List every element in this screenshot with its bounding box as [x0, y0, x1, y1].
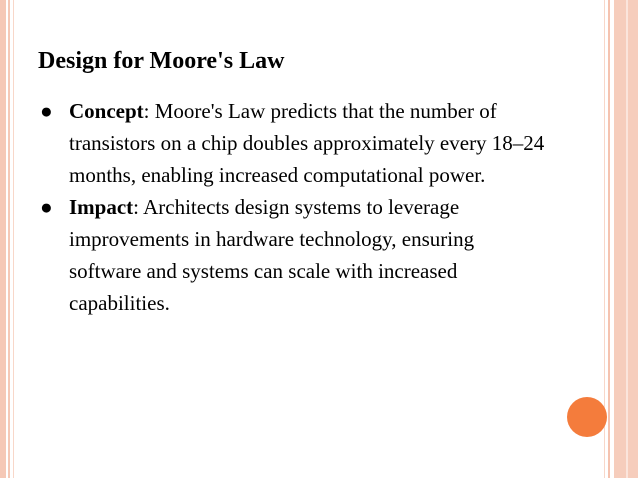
- right-border-line: [608, 0, 610, 478]
- bullet-text: : Moore's Law predicts that the number of transistors on a chip doubles approximately every 18–24 months, enabling increased computational power.: [69, 99, 545, 187]
- left-border-line: [8, 0, 10, 478]
- bullet-dot-icon: ●: [40, 195, 53, 219]
- bullet-term: Impact: [69, 195, 134, 219]
- bullet-list: [40, 95, 550, 319]
- bullet-dot-icon: ●: [40, 99, 53, 123]
- slide-title: Design for Moore's Law: [38, 48, 285, 74]
- left-border-thin-line: [13, 0, 14, 478]
- orange-circle-decoration: [567, 397, 607, 437]
- bullet-term: Concept: [69, 99, 144, 123]
- left-border-decoration: [0, 0, 6, 478]
- bullet-item-concept: [40, 95, 550, 191]
- right-border-stripe: [626, 0, 628, 478]
- bullet-text: : Architects design systems to leverage improvements in hardware technology, ensuring software and systems can scale with increased capabilities.: [69, 195, 475, 315]
- bullet-item-impact: [40, 191, 550, 319]
